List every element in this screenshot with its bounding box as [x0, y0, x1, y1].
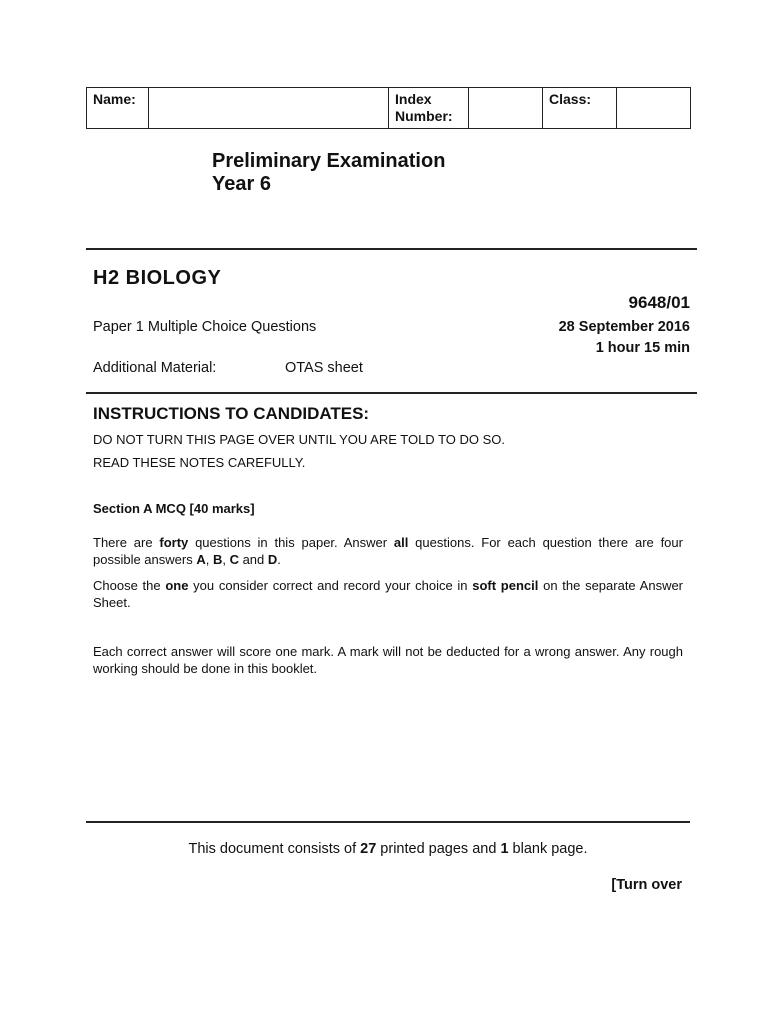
- index-label-line1: Index: [395, 91, 432, 107]
- additional-material-label: Additional Material:: [93, 360, 217, 376]
- page-count-note: This document consists of 27 printed pages and 1 blank page.: [188, 841, 588, 857]
- name-label: Name:: [87, 88, 149, 129]
- instruction-line-1: DO NOT TURN THIS PAGE OVER UNTIL YOU ARE TOLD TO DO SO.: [93, 432, 506, 447]
- class-label: Class:: [543, 88, 617, 129]
- turn-over-label: [Turn over: [611, 877, 682, 893]
- top-divider: [86, 248, 697, 250]
- index-number-label: [389, 88, 469, 129]
- index-label-line2: Number:: [395, 108, 453, 124]
- instruction-paragraph-1: There are forty questions in this paper. Answer all questions. For each question there are four possible answers A, B, C and D.: [93, 535, 683, 567]
- middle-divider: [86, 392, 697, 394]
- instruction-paragraph-3: Each correct answer will score one mark. A mark will not be deducted for a wrong answer. Any rough working should be done in this booklet.: [93, 644, 683, 676]
- additional-material-value: OTAS sheet: [285, 360, 363, 376]
- candidate-info-table: [86, 87, 691, 129]
- bottom-divider: [86, 821, 690, 823]
- instruction-paragraph-2: Choose the one you consider correct and record your choice in soft pencil on the separate Answer Sheet.: [93, 578, 684, 610]
- paper-code: 9648/01: [628, 293, 690, 312]
- index-number-field[interactable]: [469, 88, 543, 129]
- subject-title: H2 BIOLOGY: [93, 267, 222, 289]
- instructions-heading: INSTRUCTIONS TO CANDIDATES:: [93, 404, 370, 423]
- class-field[interactable]: [617, 88, 691, 129]
- exam-title-line2: Year 6: [212, 173, 271, 195]
- paper-name: Paper 1 Multiple Choice Questions: [93, 319, 317, 335]
- exam-title-line1: Preliminary Examination: [212, 150, 446, 172]
- instruction-line-2: READ THESE NOTES CAREFULLY.: [93, 455, 306, 470]
- section-title: Section A MCQ [40 marks]: [93, 501, 255, 516]
- exam-duration: 1 hour 15 min: [595, 340, 690, 356]
- exam-title: [212, 150, 445, 196]
- name-field[interactable]: [149, 88, 389, 129]
- exam-date: 28 September 2016: [558, 319, 690, 335]
